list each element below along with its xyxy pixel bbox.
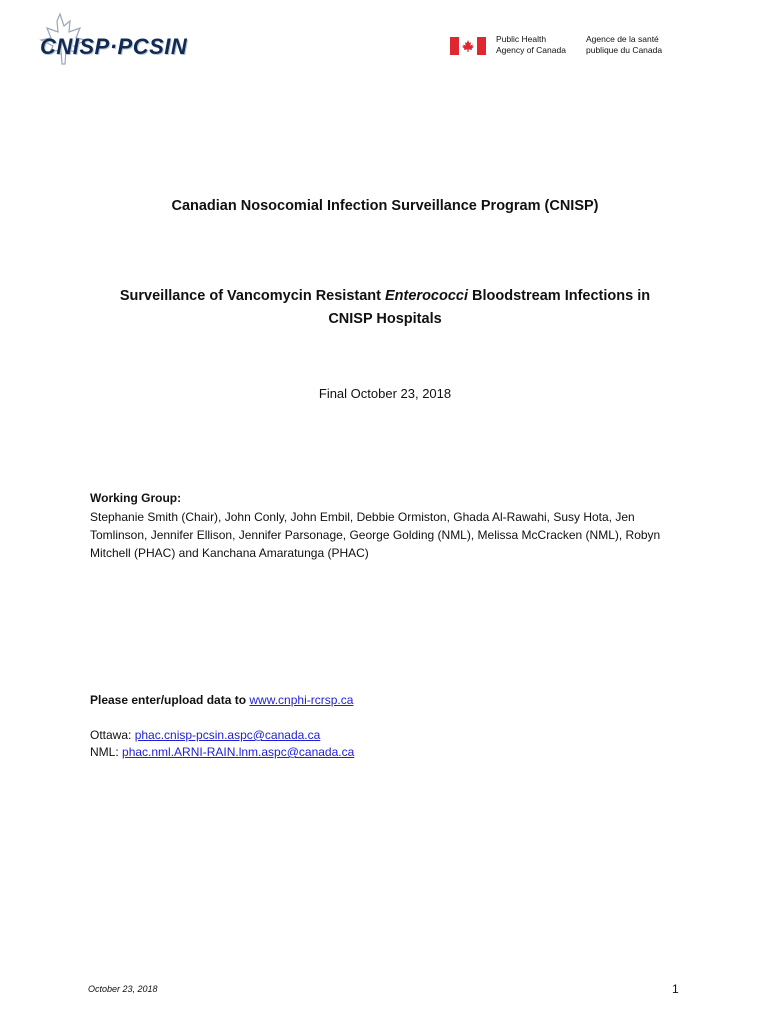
upload-label: Please enter/upload data to	[90, 693, 250, 707]
ottawa-contact	[90, 728, 320, 742]
report-title-part2: Bloodstream Infections in	[468, 288, 651, 304]
phac-en-line2: Agency of Canada	[496, 45, 566, 55]
report-title-italic: Enterococci	[385, 288, 469, 304]
footer-date: October 23, 2018	[88, 984, 158, 994]
cnisp-logo-text: CNISP·PCSIN	[40, 34, 188, 59]
phac-fr-line2: publique du Canada	[586, 45, 663, 55]
canada-flag-icon	[450, 37, 486, 55]
report-title-line2: CNISP Hospitals	[328, 311, 442, 327]
nml-email-link[interactable]: phac.nml.ARNI-RAIN.lnm.aspc@canada.ca	[122, 745, 355, 759]
phac-signature	[450, 34, 680, 58]
page-number: 1	[672, 982, 679, 996]
ottawa-label: Ottawa:	[90, 728, 135, 742]
phac-name-french	[586, 34, 662, 56]
report-title	[0, 285, 770, 331]
report-title-line1	[0, 285, 770, 308]
working-group-heading: Working Group:	[90, 491, 182, 505]
nml-label: NML:	[90, 745, 123, 759]
phac-fr-line1: Agence de la santé	[586, 34, 659, 44]
cnphi-website-link[interactable]: www.cnphi-rcrsp.ca	[249, 693, 354, 707]
report-title-part1: Surveillance of Vancomycin Resistant	[119, 288, 386, 304]
program-title: Canadian Nosocomial Infection Surveillance Program (CNISP)	[171, 198, 599, 214]
phac-name-english	[496, 34, 566, 56]
final-date: Final October 23, 2018	[318, 386, 452, 401]
ottawa-email-link[interactable]: phac.cnisp-pcsin.aspc@canada.ca	[134, 728, 321, 742]
nml-contact	[90, 745, 354, 759]
upload-instruction	[90, 693, 353, 707]
phac-en-line1: Public Health	[496, 34, 547, 44]
cnisp-logo	[22, 12, 222, 70]
working-group-members: Stephanie Smith (Chair), John Conly, John Embil, Debbie Ormiston, Ghada Al-Rawahi, Susy Hota, Jen Tomlinson, Jennifer Ellison, Jennifer Parsonage, George Golding (NML), Melissa McCracken (NML), Robyn Mitchell (PHAC) and Kanchana Amaratunga (PHAC)	[90, 510, 661, 560]
